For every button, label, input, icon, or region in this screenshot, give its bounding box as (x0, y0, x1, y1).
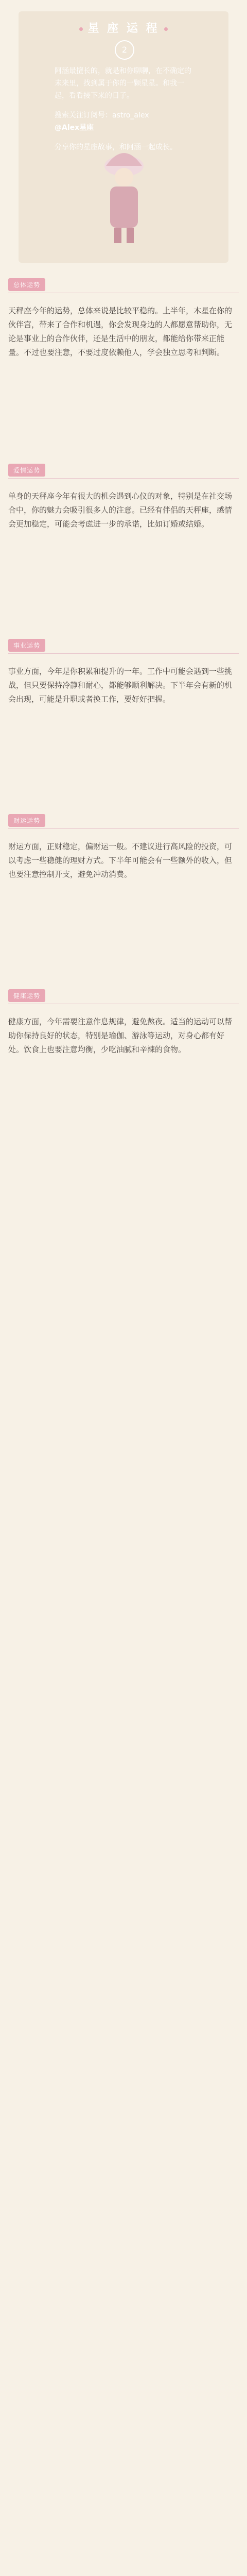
section-divider-3 (8, 653, 239, 654)
issue-badge: 2 (115, 40, 134, 60)
section-label-5: 健康运势 (8, 989, 45, 1002)
intro-paragraph-1: 阿涵最擅长的，就是和你聊聊，在不确定的未来里，找到属于你的一颗星星。和我一起，看看接下来的日子。 (55, 67, 191, 100)
section-head-4 (8, 814, 49, 826)
section-divider-2 (8, 478, 239, 479)
section-body-4 (8, 840, 239, 882)
section-body-2 (8, 489, 239, 531)
intro-2-text: 搜索关注订阅号：astro_alex (55, 111, 149, 120)
section-head-1 (8, 278, 49, 291)
section-text-4: 财运方面，正财稳定，偏财运一般。不建议进行高风险的投资，可以考虑一些稳健的理财方式。下半年可能会有一些额外的收入，但也要注意控制开支，避免冲动消费。 (8, 842, 233, 879)
intro-paragraph-3: 分享你的星座故事，和阿涵一起成长。 (55, 143, 177, 151)
section-body-1 (8, 304, 239, 360)
left-dot-icon (79, 27, 83, 31)
section-head-2 (8, 464, 49, 476)
section-text-3: 事业方面，今年是你积累和提升的一年。工作中可能会遇到一些挑战，但只要保持冷静和耐心，都能够顺利解决。下半年会有新的机会出现，可能是升职或者换工作，要好好把握。 (8, 667, 233, 704)
section-label-2: 爱情运势 (8, 464, 45, 477)
section-text-2: 单身的天秤座今年有很大的机会遇到心仪的对象，特别是在社交场合中，你的魅力会吸引很多人的注意。已经有伴侣的天秤座，感情会更加稳定，可能会考虑进一步的承诺，比如订婚或结婚。 (8, 492, 233, 529)
section-text-5: 健康方面，今年需要注意作息规律，避免熬夜。适当的运动可以帮助你保持良好的状态，特别是瑜伽、游泳等运动，对身心都有好处。饮食上也要注意均衡，少吃油腻和辛辣的食物。 (8, 1017, 233, 1054)
intro-paragraph-2 (55, 109, 192, 134)
section-text-1: 天秤座今年的运势，总体来说是比较平稳的。上半年，木星在你的伙伴宫，带来了合作和机遇，你会发现身边的人都愿意帮助你，无论是事业上的合作伙伴，还是生活中的朋友，都能给你带来正能量。不过也要注意，不要过度依赖他人，学会独立思考和判断。 (8, 306, 233, 357)
section-head-5 (8, 989, 49, 1002)
section-body-3 (8, 665, 239, 706)
title-text: 星 座 运 程 (87, 22, 160, 35)
section-divider-4 (8, 828, 239, 829)
section-label-1: 总体运势 (8, 278, 45, 291)
page-title (19, 20, 228, 36)
section-label-3: 事业运势 (8, 639, 45, 652)
astrologer-illustration (96, 145, 152, 248)
section-head-3 (8, 639, 49, 651)
right-dot-icon (164, 27, 168, 31)
intro-2b-text: @Alex星座 (55, 124, 94, 132)
header-card (19, 11, 228, 263)
section-label-4: 财运运势 (8, 814, 45, 827)
section-body-5 (8, 1015, 239, 1057)
